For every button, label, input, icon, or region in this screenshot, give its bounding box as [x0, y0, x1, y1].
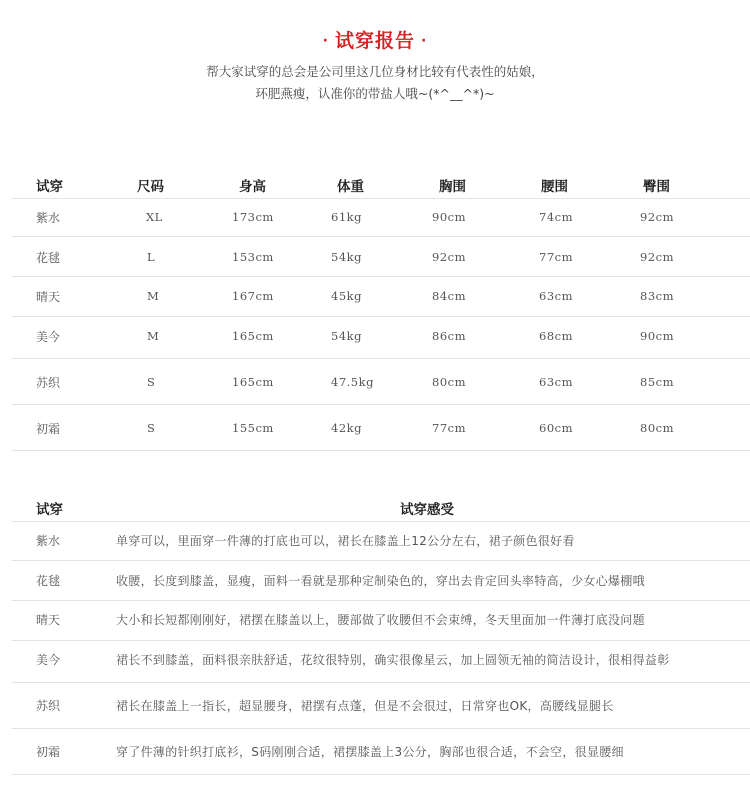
- row-divider: [12, 198, 750, 199]
- row-divider: [12, 404, 750, 405]
- header-size: 尺码: [137, 179, 164, 195]
- cell-name: 美今: [36, 653, 61, 667]
- header-feeling: 试穿感受: [400, 502, 454, 518]
- cell-waist: 68cm: [539, 329, 573, 343]
- cell-hip: 85cm: [640, 375, 674, 389]
- cell-height: 167cm: [232, 289, 274, 303]
- intro-line-1: 帮大家试穿的总会是公司里这几位身材比较有代表性的姑娘，: [206, 64, 544, 79]
- row-divider: [12, 450, 750, 451]
- cell-size: L: [147, 250, 156, 264]
- row-divider: [12, 774, 750, 775]
- cell-name: 晴天: [36, 613, 61, 627]
- header-waist: 腰围: [541, 179, 568, 195]
- cell-bust: 77cm: [432, 421, 466, 435]
- cell-feeling: 收腰，长度到膝盖，显瘦，面料一看就是那种定制染色的，穿出去肯定回头率特高，少女心爆棚哦: [116, 574, 645, 588]
- cell-name: 苏织: [36, 376, 61, 390]
- row-divider: [12, 236, 750, 237]
- row-divider: [12, 276, 750, 277]
- cell-bust: 92cm: [432, 250, 466, 264]
- title-dot-right: ·: [421, 33, 428, 49]
- cell-bust: 80cm: [432, 375, 466, 389]
- cell-waist: 60cm: [539, 421, 573, 435]
- cell-height: 173cm: [232, 210, 274, 224]
- cell-bust: 84cm: [432, 289, 466, 303]
- cell-hip: 83cm: [640, 289, 674, 303]
- cell-name: 紫水: [36, 534, 61, 548]
- cell-weight: 47.5kg: [331, 375, 374, 389]
- row-divider: [12, 560, 750, 561]
- header-tryon: 试穿: [36, 179, 63, 195]
- cell-size: M: [147, 329, 160, 343]
- row-divider: [12, 316, 750, 317]
- cell-hip: 92cm: [640, 210, 674, 224]
- cell-name: 初霜: [36, 422, 61, 436]
- intro-line-2: 环肥燕瘦，认准你的带盐人哦~(*^__^*)~: [255, 86, 495, 101]
- title-dot-left: ·: [322, 33, 329, 49]
- cell-name: 晴天: [36, 290, 61, 304]
- cell-weight: 45kg: [331, 289, 362, 303]
- cell-hip: 80cm: [640, 421, 674, 435]
- cell-name: 花毬: [36, 251, 61, 265]
- row-divider: [12, 682, 750, 683]
- header-bust: 胸围: [439, 179, 466, 195]
- page-title: [0, 26, 750, 53]
- cell-feeling: 单穿可以，里面穿一件薄的打底也可以，裙长在膝盖上12公分左右，裙子颜色很好看: [116, 534, 575, 548]
- cell-weight: 61kg: [331, 210, 362, 224]
- header-height: 身高: [239, 179, 266, 195]
- cell-name: 初霜: [36, 745, 61, 759]
- cell-waist: 74cm: [539, 210, 573, 224]
- row-divider: [12, 600, 750, 601]
- cell-hip: 90cm: [640, 329, 674, 343]
- cell-feeling: 裙长不到膝盖，面料很亲肤舒适，花纹很特别，确实很像星云，加上圆领无袖的简洁设计，很相得益彰: [116, 653, 670, 667]
- cell-height: 165cm: [232, 375, 274, 389]
- cell-feeling: 裙长在膝盖上一指长，超显腰身，裙摆有点蓬，但是不会很过，日常穿也OK，高腰线显腿长: [116, 699, 614, 713]
- cell-size: S: [147, 421, 156, 435]
- header-weight: 体重: [337, 179, 364, 195]
- cell-weight: 42kg: [331, 421, 362, 435]
- row-divider: [12, 728, 750, 729]
- cell-height: 165cm: [232, 329, 274, 343]
- cell-name: 紫水: [36, 211, 61, 225]
- row-divider: [12, 521, 750, 522]
- cell-waist: 63cm: [539, 375, 573, 389]
- cell-height: 155cm: [232, 421, 274, 435]
- cell-feeling: 穿了件薄的针织打底衫，S码刚刚合适，裙摆膝盖上3公分，胸部也很合适，不会空，很显腰细: [116, 745, 624, 759]
- cell-weight: 54kg: [331, 329, 362, 343]
- row-divider: [12, 358, 750, 359]
- cell-feeling: 大小和长短都刚刚好，裙摆在膝盖以上，腰部做了收腰但不会束缚，冬天里面加一件薄打底没问题: [116, 613, 645, 627]
- title-text: 试穿报告: [334, 30, 415, 52]
- cell-waist: 77cm: [539, 250, 573, 264]
- row-divider: [12, 640, 750, 641]
- cell-bust: 86cm: [432, 329, 466, 343]
- cell-size: XL: [146, 210, 163, 224]
- cell-waist: 63cm: [539, 289, 573, 303]
- cell-size: M: [147, 289, 160, 303]
- header-tryon: 试穿: [36, 502, 63, 518]
- cell-weight: 54kg: [331, 250, 362, 264]
- cell-name: 花毬: [36, 574, 61, 588]
- cell-name: 苏织: [36, 699, 61, 713]
- cell-size: S: [147, 375, 156, 389]
- header-hip: 臀围: [643, 179, 670, 195]
- cell-hip: 92cm: [640, 250, 674, 264]
- cell-height: 153cm: [232, 250, 274, 264]
- cell-name: 美今: [36, 330, 61, 344]
- cell-bust: 90cm: [432, 210, 466, 224]
